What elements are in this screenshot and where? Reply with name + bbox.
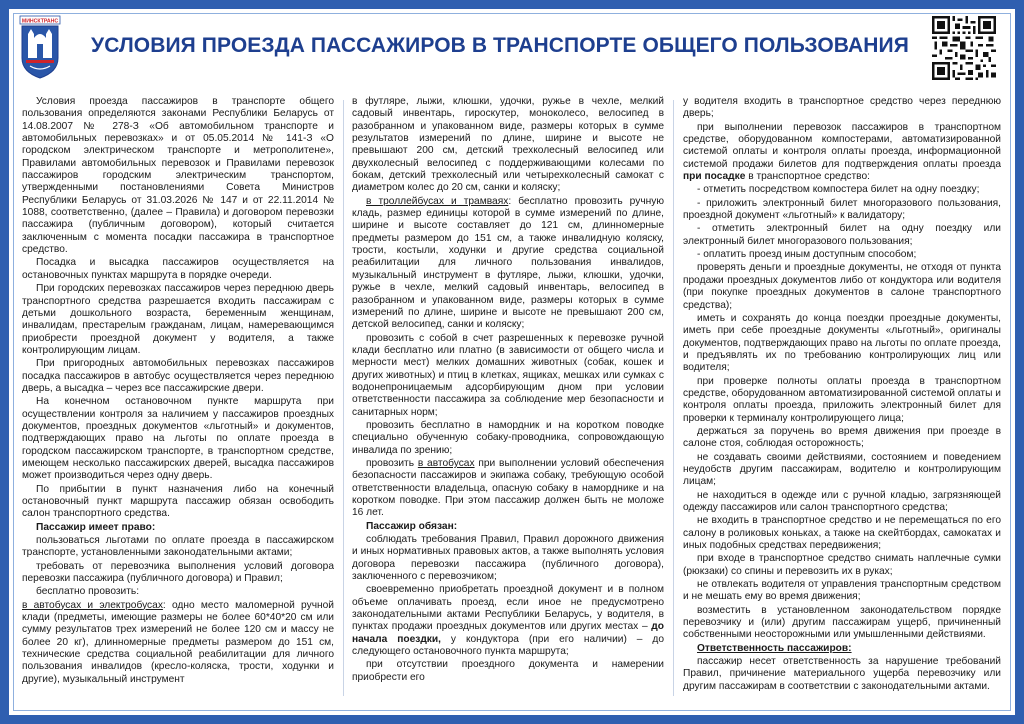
- list-item: - отметить электронный билет на одну поездку или электронный билет многоразового пользования;: [683, 223, 1001, 247]
- section-heading-responsibility: Ответственность пассажиров:: [697, 642, 852, 654]
- paragraph: [352, 196, 664, 332]
- paragraph: При городских перевозках пассажиров через переднюю дверь транспортного средства разрешается входить пассажирам с детьми дошкольного возраста, беременным женщинам, инвалидам, престарелым гражданам, лицам, намеревающимся приобрести проездной документ у водителя, а также контролирующим лицам.: [22, 283, 334, 356]
- column-separator: [343, 100, 344, 696]
- section-heading-rights: Пассажир имеет право:: [36, 521, 156, 533]
- underlined-term: в автобусах и электробусах: [22, 599, 163, 611]
- paragraph: не отвлекать водителя от управления транспортным средством и не мешать ему во время движения;: [683, 579, 1001, 603]
- paragraph-text: при выполнении условий обеспечения безопасности пассажиров и экипажа собаку, требующую особой ответственности владельца, опасную собаку в наморднике и на коротком поводке. При этом пассажир должен быть не моложе 16 лет.: [352, 457, 664, 519]
- paragraph-text: : бесплатно провозить ручную кладь, размер единицы которой в сумме измерений по длине, ширине и высоте составляет до 121 см, длинномерные предметы размером до 151 см, а также инвалидную коляску, трости, костыли, ходунки и другие средства социальной реабилитации для личного пользования инвалидов, музыкальный инструмент в футляре, лыжи, клюшки, удочки, ружье в чехле, мелкий садовый инвентарь, велосипед в разобранном и упакованном виде, размеры которых в сумме измерений по длине, ширине и высоте не превышают 200 см, детской велосипед, санки и коляску;: [352, 195, 664, 331]
- paragraph: бесплатно провозить:: [36, 586, 140, 598]
- list-item: - отметить посредством компостера билет на одну поездку;: [697, 184, 980, 196]
- list-item: - оплатить проезд иным доступным способом;: [697, 249, 917, 261]
- list-item: - приложить электронный билет многоразового пользования, проездной документ «льготный» к валидатору;: [683, 197, 1001, 222]
- paragraph: при проверке полноты оплаты проезда в транспортном средстве, оборудованном автоматизированной системой оплаты и контроля оплаты проезда, приложить электронный билет для проверки к терминалу контролирующего лица;: [683, 375, 1001, 424]
- paragraph-text: : одно место маломерной ручной клади (предметы, имеющие размеры не более 60*40*20 см или сумму результатов трех измерений не более 120 см и массу не более 20 кг), длинномерные предметы размером до 151 см, технические средства социальной реабилитации для личного пользования инвалидов (кресло-коляска, трости, ходунки и другие), музыкальный инструмент: [22, 599, 334, 685]
- paragraph: [22, 600, 334, 686]
- paragraph: Условия проезда пассажиров в транспорте общего пользования определяются законами Республики Беларусь от 14.08.2007 № 278-З «Об автомобильном транспорте и автомобильных перевозках» и от 05.05.2014 № 141-З «О городском электрическом транспорте и метрополитене», Правилами автомобильных перевозок и Правилами перевозок пассажиров городским электрическим транспортом, утвержденными постановлениями Совета Министров Республики Беларусь от 31.03.2026 № 147 и от 22.11.2014 № 1088, соответственно, (далее – Правила) и договором перевозки пассажира (публичным договором), который считается заключенным с момента посадки пассажира в транспортное средство.: [22, 96, 334, 256]
- paragraph: требовать от перевозчика выполнения условий договора перевозки пассажира (публичного договора) и Правил;: [22, 560, 334, 585]
- paragraph: провозить бесплатно в намордник и на коротком поводке специально обученную собаку-проводника, сопровождающую инвалида по зрению;: [352, 419, 664, 456]
- paragraph-text: в транспортное средство:: [745, 171, 870, 183]
- paragraph: возместить в установленном законодательством порядке перевозчику и (или) другим пассажирам ущерб, причиненный собственными неосторожными или умышленными действиями.: [683, 604, 1001, 641]
- paragraph: у водителя входить в транспортное средство через переднюю дверь;: [683, 96, 1001, 120]
- logo-text: МИНСКТРАНС: [21, 18, 59, 25]
- paragraph: По прибытии в пункт назначения либо на конечный остановочный пункт маршрута пассажир обязан освободить салон транспортного средства.: [22, 483, 334, 520]
- paragraph: иметь и сохранять до конца поездки проездные документы, иметь при себе проездные документы «льготный», оригиналы документов, подтверждающих право на льготы по оплате проезда, и предъявлять их по требованию контролирующих лиц или водителя;: [683, 312, 1001, 374]
- paragraph: соблюдать требования Правил, Правил дорожного движения и иных нормативных правовых актов, а также выполнять условия договора перевозки пассажира (публичного договора), заключенного с перевозчиком;: [352, 534, 664, 583]
- paragraph-text: при выполнении перевозок пассажиров в транспортном средстве, оборудованном компостерами, автоматизированной системой оплаты и контроля оплаты проезда, информационной системой продажи билетов для подтверждения оплаты проезда: [683, 121, 1001, 170]
- column-1: [22, 96, 334, 698]
- underlined-term: в автобусах: [417, 457, 475, 469]
- paragraph: не входить в транспортное средство и не перемещаться по его салону в роликовых коньках, а также на скейтбордах, самокатах и иных подобных средствах передвижения;: [683, 515, 1001, 552]
- paragraph: [352, 584, 664, 658]
- paragraph: не находиться в одежде или с ручной кладью, загрязняющей одежду пассажиров или салон транспортного средства;: [683, 489, 1001, 513]
- underlined-term: в троллейбусах и трамваях: [366, 195, 509, 207]
- paragraph: [683, 122, 1001, 184]
- qr-code[interactable]: [932, 16, 996, 80]
- paragraph: проверять деньги и проездные документы, не отходя от пункта продажи проездных документов либо от кондуктора или водителя (при покупке проездных документов в салоне транспортного средства);: [683, 262, 1001, 311]
- page-title: УСЛОВИЯ ПРОЕЗДА ПАССАЖИРОВ В ТРАНСПОРТЕ ОБЩЕГО ПОЛЬЗОВАНИЯ: [91, 34, 909, 57]
- column-separator: [673, 100, 674, 696]
- column-2: [352, 96, 664, 698]
- paragraph: пассажир несет ответственность за нарушение требований Правил, причинение материального ущерба перевозчику или другим пассажирам в соответствии с законодательными актами.: [683, 656, 1001, 692]
- paragraph: [352, 458, 664, 520]
- minsktrans-logo: [18, 14, 62, 80]
- paragraph: при входе в транспортное средство снимать наплечные сумки (рюкзаки) со спины и перевозить их в руках;: [683, 553, 1001, 577]
- paragraph: в футляре, лыжи, клюшки, удочки, ружье в чехле, мелкий садовый инвентарь, гироскутер, моноколесо, велосипед в разобранном и упакованном виде, размеры которых в сумме результатов измерений по длине, ширине и высоте не превышают 200 см, детский трехколесный велосипед или двухколесный велосипед с поддерживающими колесами по бокам, детский трехколесный или четырехколесный самокат с диаметром колес до 20 см, санки и коляску;: [352, 96, 664, 194]
- paragraph: На конечном остановочном пункте маршрута при осуществлении контроля за наличием у пассажиров проездных документов, проездных документов «льготный» и документов, подтверждающих право на льготы по оплате проезда в городском пассажирском транспорте, в транспортном средстве, имеющем несколько пассажирских дверей, высадка пассажиров может производиться через одну дверь.: [22, 396, 334, 482]
- bold-term: до начала поездки,: [352, 621, 664, 645]
- paragraph: Посадка и высадка пассажиров осуществляется на остановочных пунктах маршрута в порядке очереди.: [22, 257, 334, 281]
- paragraph: При пригородных автомобильных перевозках пассажиров посадка пассажиров в автобус осуществляется через переднюю дверь, а высадка – через все пассажирские двери.: [22, 358, 334, 394]
- paragraph: при отсутствии проездного документа и намерении приобрести его: [352, 659, 664, 683]
- section-heading-obligations: Пассажир обязан:: [366, 520, 458, 532]
- bold-term: при посадке: [683, 171, 746, 183]
- column-3: [683, 96, 1001, 698]
- paragraph: держаться за поручень во время движения при проезде в салоне стоя, соблюдая осторожность;: [683, 425, 1001, 450]
- paragraph-text: своевременно приобретать проездной документ и в полном объеме оплачивать проезд, если иное не предусмотрено законодательными актами Республики Беларусь, у водителя, в пунктах продажи проездных документов или других местах –: [352, 584, 664, 633]
- paragraph: не создавать своими действиями, состоянием и поведением неудобств другим пассажирам, водителю и контролирующим лицам;: [683, 451, 1001, 488]
- paragraph-text: провозить: [366, 457, 418, 469]
- paragraph: пользоваться льготами по оплате проезда в пассажирском транспорте, установленными законодательными актами;: [22, 535, 334, 559]
- paragraph-text: у кондуктора (при его наличии) – до следующего остановочного пункта маршрута;: [352, 633, 664, 658]
- paragraph: провозить с собой в счет разрешенных к перевозке ручной клади бесплатно или платно (в зависимости от общего числа и мерности мест) мелких домашних животных (собак, кошек и других животных) и птиц в клетках, ящиках, мешках или сумках с водонепроницаемым адсорбирующим дном при условии ответственности пассажира за соблюдение мер безопасности и санитарных норм;: [352, 332, 664, 418]
